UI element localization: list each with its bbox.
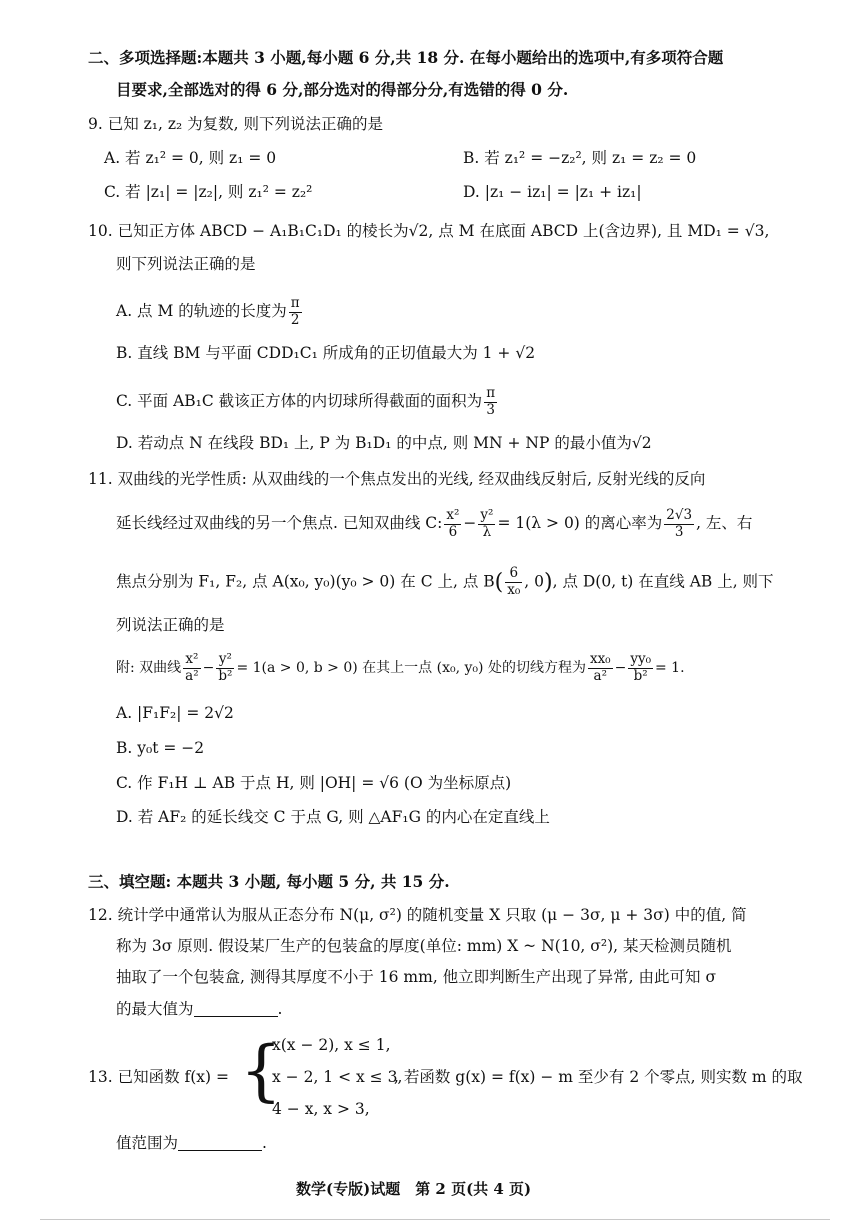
q13-answer-blank[interactable] xyxy=(178,1135,262,1152)
q11-frac-6-x0: $\frac{6}{\text{x₀}}$ xyxy=(507,565,521,598)
q10-option-a-text: A. 点 M 的轨迹的长度为 xyxy=(116,302,287,321)
paren-left: ( xyxy=(494,570,504,595)
q10-option-c xyxy=(116,386,499,418)
q13-prefix: 13. 已知函数 f(x) = xyxy=(88,1068,229,1086)
q9-option-c: C. 若 |z₁| = |z₂|, 则 z₁² = z₂² xyxy=(104,183,313,201)
q11-line1: 11. 双曲线的光学性质: 从双曲线的一个焦点发出的光线, 经双曲线反射后, 反射光线的反向 xyxy=(88,470,706,488)
note-frac-2: $\frac{\text{y²}}{\text{b²}}$ xyxy=(218,651,233,684)
q11-line4: 列说法正确的是 xyxy=(116,616,225,634)
q11-option-b: B. y₀t = −2 xyxy=(116,739,205,757)
q13-case1: x(x − 2), x ≤ 1, xyxy=(272,1036,391,1054)
q11-frac-x2-6: $\frac{\text{x²}}{6}$ xyxy=(446,507,460,540)
q10-stem-line2: 则下列说法正确的是 xyxy=(116,255,256,273)
section-2-title-line1: 二、多项选择题:本题共 3 小题,每小题 6 分,共 18 分. 在每小题给出的选项中,有多项符合题 xyxy=(88,48,724,67)
q12-line2: 称为 3σ 原则. 假设某厂生产的包装盒的厚度(单位: mm) X ~ N(10, σ²), 某天检测员随机 xyxy=(116,937,732,955)
q11-option-d: D. 若 AF₂ 的延长线交 C 于点 G, 则 △AF₁G 的内心在定直线上 xyxy=(116,808,550,826)
q12-line1: 12. 统计学中通常认为服从正态分布 N(μ, σ²) 的随机变量 X 只取 (μ − 3σ, μ + 3σ) 中的值, 简 xyxy=(88,906,747,924)
q10-stem-line1: 10. 已知正方体 ABCD − A₁B₁C₁D₁ 的棱长为√2, 点 M 在底面 ABCD 上(含边界), 且 MD₁ = √3, xyxy=(88,222,770,240)
q12-line4: 的最大值为 . xyxy=(116,1000,283,1018)
note-frac-3: $\frac{\text{xx₀}}{\text{a²}}$ xyxy=(589,651,611,684)
q11-option-a: A. |F₁F₂| = 2√2 xyxy=(116,704,234,722)
note-frac-1: $\frac{\text{x²}}{\text{a²}}$ xyxy=(185,651,199,684)
q12-line3: 抽取了一个包装盒, 测得其厚度不小于 16 mm, 他立即判断生产出现了异常, 由此可知 σ xyxy=(116,968,717,986)
q11-line3: 焦点分别为 F₁, F₂, 点 A(x₀, y₀)(y₀ > 0) 在 C 上, 点 B( $\frac{6}{\text{x₀}}$ , 0), 点 D(0, t) 在直线 AB 上, 则下 xyxy=(116,565,774,598)
q13-case2: x − 2, 1 < x ≤ 3, xyxy=(272,1068,403,1086)
note-frac-4: $\frac{\text{yy₀}}{\text{b²}}$ xyxy=(630,651,651,684)
q13-suffix: , 若函数 g(x) = f(x) − m 至少有 2 个零点, 则实数 m 的取 xyxy=(394,1068,803,1086)
q10-option-a-fraction: $\frac{\pi}{2}$ xyxy=(290,295,300,328)
q12-answer-blank[interactable] xyxy=(194,1001,278,1018)
paren-right: ) xyxy=(544,570,553,595)
q9-stem: 9. 已知 z₁, z₂ 为复数, 则下列说法正确的是 xyxy=(88,115,384,133)
q10-option-b: B. 直线 BM 与平面 CDD₁C₁ 所成角的正切值最大为 1 + √2 xyxy=(116,344,536,362)
q10-option-c-text: C. 平面 AB₁C 截该正方体的内切球所得截面的面积为 xyxy=(116,392,483,411)
bottom-rule xyxy=(40,1219,830,1220)
q13-line2: 值范围为 . xyxy=(116,1134,267,1152)
q11-line2: 延长线经过双曲线的另一个焦点. 已知双曲线 C: $\frac{\text{x²}}{6}$ − $\frac{\text{y²}}{\lambda}$ = 1(λ > 0) 的离心率为 $\frac{2√3}{3}$ , 左、右 xyxy=(116,507,753,540)
q10-option-a xyxy=(116,296,304,328)
q11-note: 附: 双曲线 $\frac{\text{x²}}{\text{a²}}$ − $\frac{\text{y²}}{\text{b²}}$ = 1(a > 0, b > 0) 在其上一点 (x₀, y₀) 处的切线方程为 $\frac{\text{xx₀}}{\text{a²}}$ − $\frac{\text{yy₀}}{\text{b²}}$ = 1. xyxy=(116,651,685,684)
q10-option-c-fraction: $\frac{\pi}{3}$ xyxy=(486,385,496,418)
section-3-title: 三、填空题: 本题共 3 小题, 每小题 5 分, 共 15 分. xyxy=(88,872,450,891)
q13-case3: 4 − x, x > 3, xyxy=(272,1100,370,1118)
page-footer: 数学(专版)试题 第 2 页(共 4 页) xyxy=(296,1180,532,1198)
q11-frac-eccentricity: $\frac{2√3}{3}$ xyxy=(666,507,693,540)
q11-frac-y2-lambda: $\frac{\text{y²}}{\lambda}$ xyxy=(480,507,494,540)
q10-option-d: D. 若动点 N 在线段 BD₁ 上, P 为 B₁D₁ 的中点, 则 MN + NP 的最小值为√2 xyxy=(116,434,652,452)
q9-option-d: D. |z₁ − iz₁| = |z₁ + iz₁| xyxy=(463,183,642,201)
section-2-title-line2: 目要求,全部选对的得 6 分,部分选对的得部分分,有选错的得 0 分. xyxy=(116,80,569,99)
q11-option-c: C. 作 F₁H ⊥ AB 于点 H, 则 |OH| = √6 (O 为坐标原点) xyxy=(116,774,512,792)
q9-option-a: A. 若 z₁² = 0, 则 z₁ = 0 xyxy=(104,149,277,167)
piecewise-brace: { xyxy=(240,1032,282,1109)
q9-option-b: B. 若 z₁² = −z₂², 则 z₁ = z₂ = 0 xyxy=(463,149,697,167)
